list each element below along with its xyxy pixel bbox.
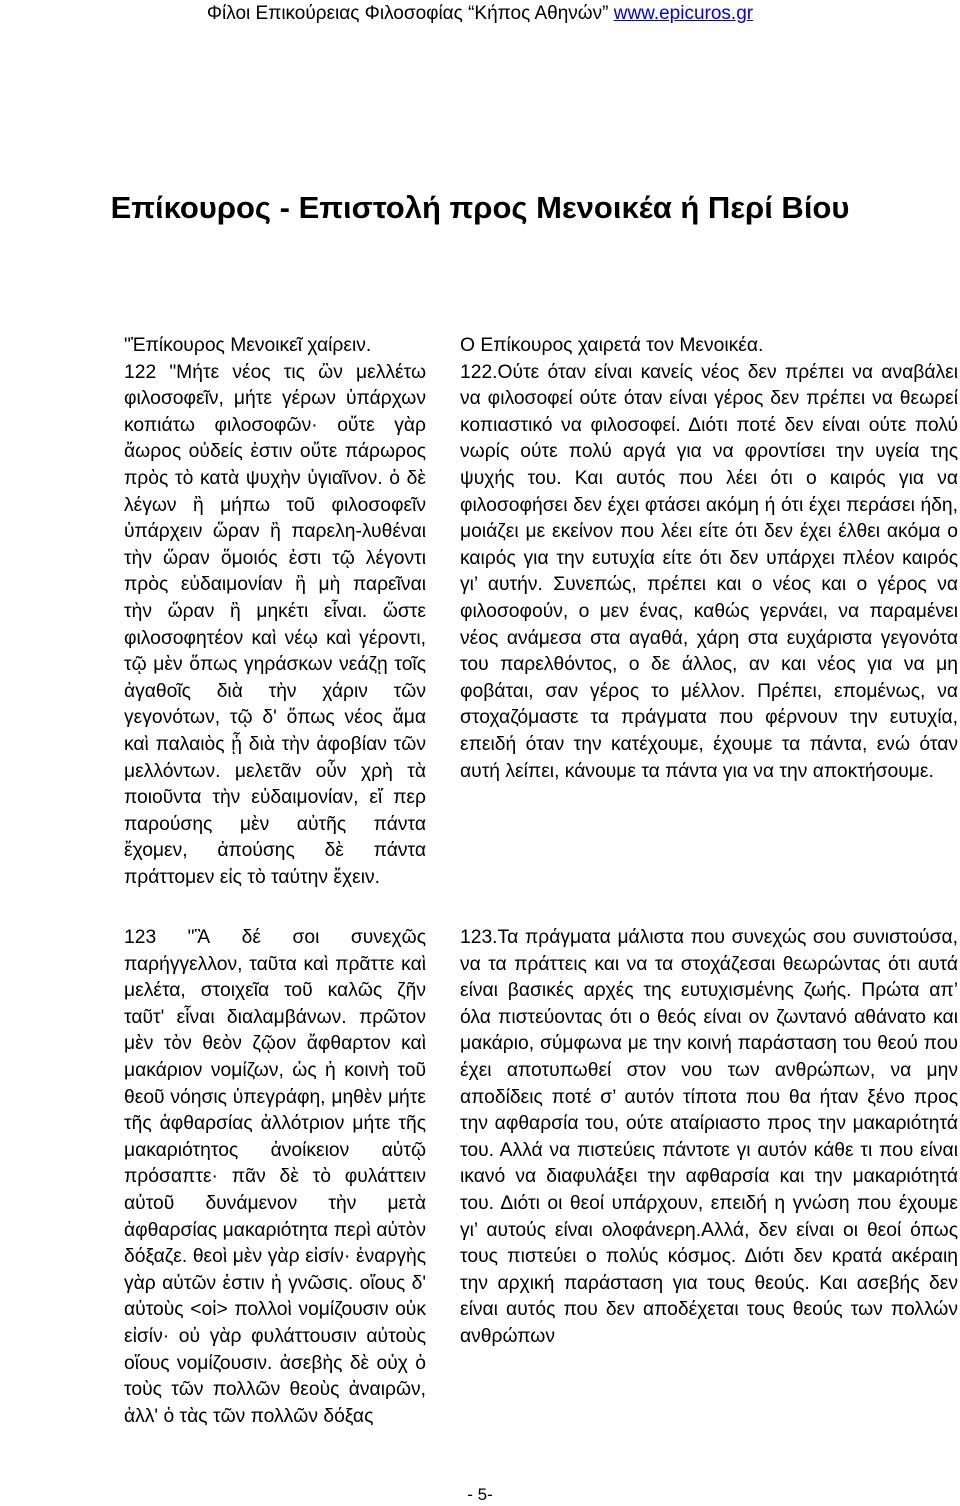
ancient-greek-block-123 bbox=[124, 925, 426, 1430]
ancient-greek-block-122 bbox=[124, 333, 426, 891]
modern-greek-block-122 bbox=[460, 333, 958, 785]
document-title: Επίκουρος - Επιστολή προς Μενοικέα ή Περί Βίου bbox=[110, 190, 850, 225]
modern-paragraph-123: 123.Τα πράγματα μάλιστα που συνεχώς σου συνιστούσα, να τα πράττεις και να τα στοχάζεσαι θεωρώντας ότι αυτά είναι βασικές αρχές της ευτυχισμένης ζωής. Πρώτα απ’ όλα πιστεύοντας ότι ο θεός είναι ον ζωντανό αθάνατο και μακάριο, σύμφωνα με την κοινή παράσταση του θεού που έχει αποτυπωθεί στον νου των ανθρώπων, να μην αποδίδεις ποτέ σ’ αυτόν τίποτα που θα ήταν ξένο προς την αφθαρσία του, ούτε αταίριαστο προς την μακαριότητά του. Αλλά να πιστεύεις πάντοτε γι αυτόν κάθε τι που είναι ικανό να διαφυλάξει την αφθαρσία και την μακαριότητά του. Διότι οι θεοί υπάρχουν, επειδή η γνώση που έχουμε γι’ αυτούς είναι ολοφάνερη.Αλλά, δεν είναι οι θεοί όπως τους πιστεύει ο πολύς κόσμος. Διότι δεν κρατά ακέραιη την αρχική παράσταση για τους θεούς. Και ασεβής δεν είναι αυτός που δεν αποδέχεται τους θεούς των πολλών ανθρώπων bbox=[460, 927, 958, 1347]
ancient-greeting: "Ἐπίκουρος Μενοικεῖ χαίρειν. bbox=[124, 335, 372, 356]
modern-paragraph-122: 122.Ούτε όταν είναι κανείς νέος δεν πρέπει να αναβάλει να φιλοσοφεί ούτε όταν είναι γέρος δεν πρέπει να θεωρεί κοπιαστικό να φιλοσοφεί. Διότι ποτέ δεν είναι ούτε πολύ νωρίς ούτε πολύ αργά για να φροντίσει την υγεία της ψυχής του. Και αυτός που λέει ότι ο καιρός για να φιλοσοφήσει δεν έχει φτάσει ακόμη ή ότι έχει περάσει ήδη, μοιάζει με εκείνον που λέει είτε ότι δεν έχει έλθει ακόμα ο καιρός για την ευτυχία είτε ότι δεν υπάρχει πλέον καιρός γι’ αυτήν. Συνεπώς, πρέπει και ο νέος και ο γέρος να φιλοσοφούν, ο μεν ένας, καθώς γερνάει, να παραμένει νέος ανάμεσα στα αγαθά, χάρη στα ευχάριστα γεγονότα του παρελθόντος, ο δε άλλος, αν και νέος για να μη φοβάται, σαν γέρος το μέλλον. Πρέπει, επομένως, να στοχαζόμαστε τα πράγματα που φέρνουν την ευτυχία, επειδή όταν την κατέχουμε, έχουμε τα πάντα, ενώ όταν αυτή λείπει, κάνουμε τα πάντα για να την αποκτήσουμε. bbox=[460, 361, 958, 782]
header-text: Φίλοι Επικούρειας Φιλοσοφίας “Κήπος Αθηνών” bbox=[206, 3, 609, 24]
modern-greek-block-123 bbox=[460, 925, 958, 1351]
ancient-paragraph-123: 123 "Ἃ δέ σοι συνεχῶς παρήγγελλον, ταῦτα καὶ πρᾶττε καὶ μελέτα, στοιχεῖα τοῦ καλῶς ζῆν ταῦτ' εἶναι διαλαμβάνων. πρῶτον μὲν τὸν θεὸν ζῷον ἄφθαρτον καὶ μακάριον νομίζων, ὡς ἡ κοινὴ τοῦ θεοῦ νόησις ὑπεγράφη, μηθὲν μήτε τῆς ἀφθαρσίας ἀλλότριον μήτε τῆς μακαριότητος ἀνοίκειον αὐτῷ πρόσαπτε· πᾶν δὲ τὸ φυλάττειν αὐτοῦ δυνάμενον τὴν μετὰ ἀφθαρσίας μακαριότητα περὶ αὐτὸν δόξαζε. θεοὶ μὲν γὰρ εἰσίν· ἐναργὴς γὰρ αὐτῶν ἐστιν ἡ γνῶσις. οἵους δ' αὐτοὺς <οἱ> πολλοὶ νομίζουσιν οὐκ εἰσίν· οὐ γὰρ φυλάττουσιν αὐτοὺς οἵους νομίζουσιν. ἀσεβὴς δὲ οὐχ ὁ τοὺς τῶν πολλῶν θεοὺς ἀναιρῶν, ἀλλ' ὁ τὰς τῶν πολλῶν δόξας bbox=[124, 927, 426, 1427]
modern-greeting: Ο Επίκουρος χαιρετά τον Μενοικέα. bbox=[460, 335, 764, 356]
ancient-paragraph-122: 122 "Μήτε νέος τις ὢν μελλέτω φιλοσοφεῖν, μήτε γέρων ὑπάρχων κοπιάτω φιλοσοφῶν· οὔτε γὰρ ἄωρος οὐδείς ἐστιν οὔτε πάρωρος πρὸς τὸ κατὰ ψυχὴν ὑγιαῖνον. ὁ δὲ λέγων ἢ μήπω τοῦ φιλοσοφεῖν ὑπάρχειν ὥραν ἢ παρελη-λυθέναι τὴν ὥραν ὅμοιός ἐστι τῷ λέγοντι πρὸς εὐδαιμονίαν ἢ μὴ παρεῖναι τὴν ὥραν ἢ μηκέτι εἶναι. ὥστε φιλοσοφητέον καὶ νέῳ καὶ γέροντι, τῷ μὲν ὅπως γηράσκων νεάζῃ τοῖς ἀγαθοῖς διὰ τὴν χάριν τῶν γεγονότων, τῷ δ' ὅπως νέος ἅμα καὶ παλαιὸς ᾖ διὰ τὴν ἀφοβίαν τῶν μελλόντων. μελετᾶν οὖν χρὴ τὰ ποιοῦντα τὴν εὐδαιμονίαν, εἴ περ παρούσης μὲν αὐτῆς πάντα ἔχομεν, ἀπούσης δὲ πάντα πράττομεν εἰς τὸ ταύτην ἔχειν. bbox=[124, 361, 426, 888]
page-number: - 5- bbox=[467, 1485, 493, 1504]
website-link[interactable]: www.epicuros.gr bbox=[613, 3, 754, 24]
page-header bbox=[0, 2, 960, 26]
